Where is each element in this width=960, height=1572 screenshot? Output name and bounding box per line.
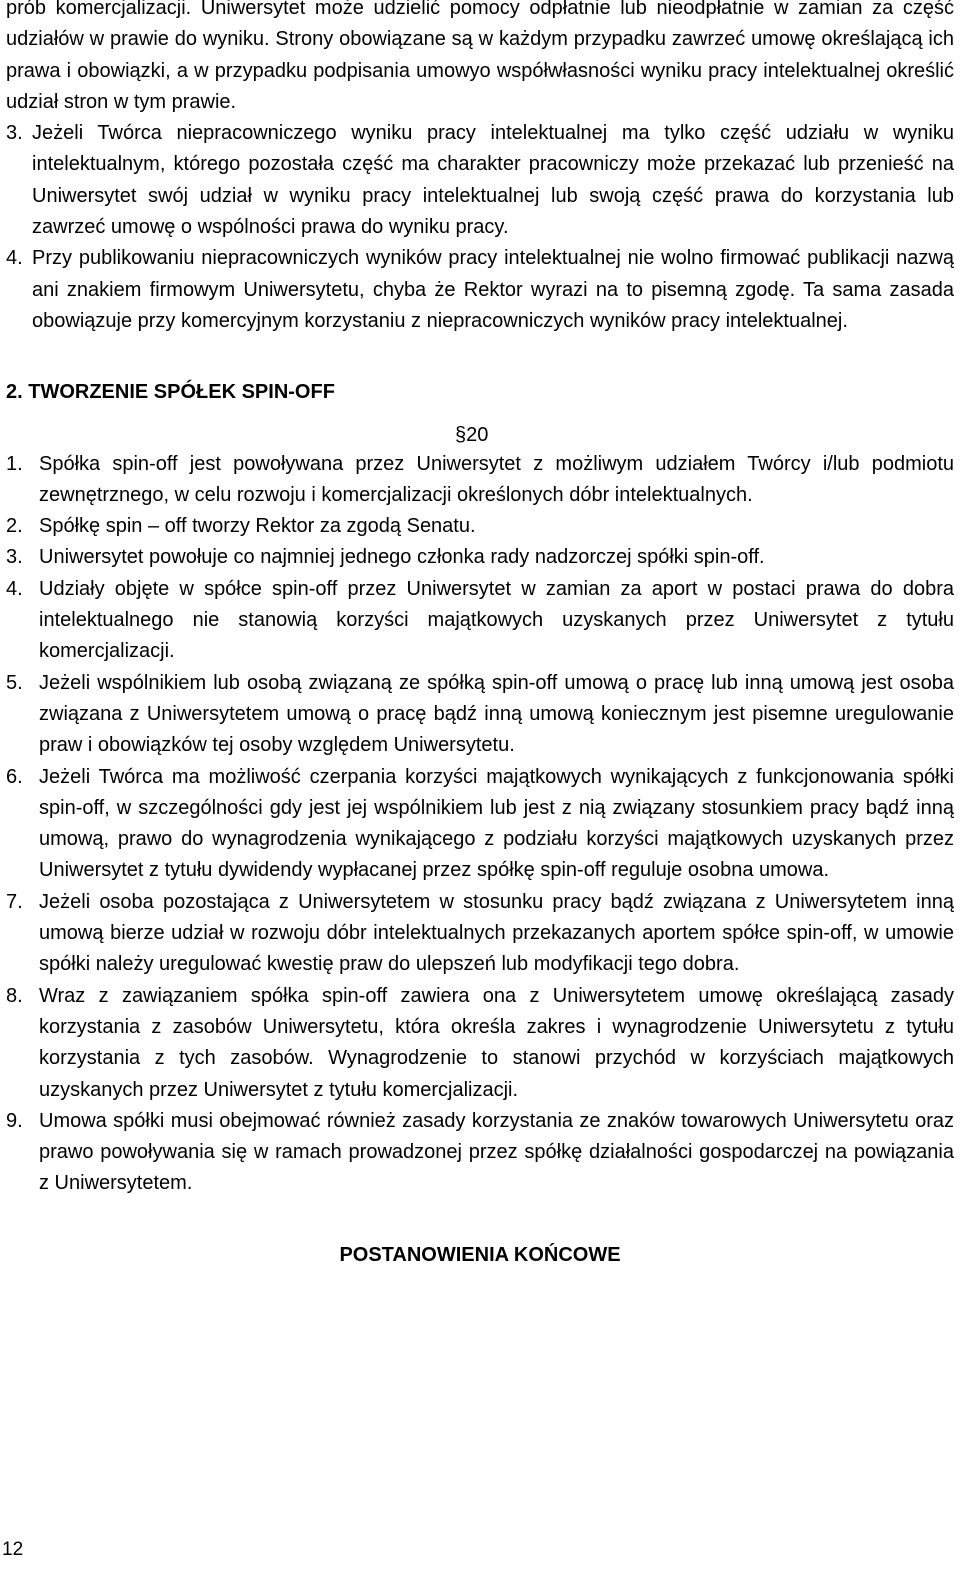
list-item <box>6 243 954 337</box>
section-heading: 2. TWORZENIE SPÓŁEK SPIN-OFF <box>6 381 335 404</box>
list-item-text: Umowa spółki musi obejmować również zasady korzystania ze znaków towarowych Uniwersytetu oraz prawo powoływania się w ramach prowadzonej przez spółkę działalności gospodarczej na powiązania z Uniwersytetem. <box>39 1109 954 1195</box>
list-item-text: Jeżeli Twórca niepracowniczego wyniku pracy intelektualnej ma tylko część udziału w wyniku intelektualnym, którego pozostała część ma charakter pracowniczy może przekazać lub przenieść na Uniwersytet swój udział w wyniku pracy intelektualnej lub swoją część prawa do korzystania lub zawrzeć umowę o wspólności prawa do wyniku pracy. <box>32 122 954 239</box>
list-item-number: 7. <box>6 890 23 913</box>
list-item-text: Jeżeli osoba pozostająca z Uniwersytetem w stosunku pracy bądź związana z Uniwersytetem inną umową bierze udział w rozwoju dóbr intelektualnych przekazanych aportem spółce spin-off, w umowie spółki należy uregulować kwestię praw do ulepszeń lub modyfikacji tego dobra. <box>39 890 954 976</box>
list-item <box>6 542 954 573</box>
list-item-number: 8. <box>6 984 23 1007</box>
list-item-text: Przy publikowaniu niepracowniczych wyników pracy intelektualnej nie wolno firmować publikacji nazwą ani znakiem firmowym Uniwersytetu, chyba że Rektor wyrazi na to pisemną zgodę. Ta sama zasada obowiązuje przy komercyjnym korzystaniu z niepracowniczych wyników pracy intelektualnej. <box>32 247 954 332</box>
list-item <box>6 574 954 668</box>
list-item-number: 4. <box>6 577 23 600</box>
list-item-text: Jeżeli wspólnikiem lub osobą związaną ze spółką spin-off umową o pracę lub inną umową jest osoba związana z Uniwersytetem umową o pracę bądź inną umową koniecznym jest pisemne uregulowanie praw i obowiązków tej osoby względem Uniwersytetu. <box>39 671 954 757</box>
list-item-number: 6. <box>6 765 23 788</box>
list-item <box>6 762 954 887</box>
list-item <box>6 1106 954 1200</box>
list-item-number: 9. <box>6 1109 23 1132</box>
list-item <box>6 449 954 512</box>
list-item <box>6 981 954 1106</box>
list-item-number: 2. <box>6 515 23 538</box>
list-item-text: Jeżeli Twórca ma możliwość czerpania korzyści majątkowych wynikających z funkcjonowania spółki spin-off, w szczególności gdy jest jej wspólnikiem lub jest z nią związany stosunkiem pracy bądź inną umową, prawo do wynagrodzenia wynikającego z podziału korzyści majątkowych uzyskanych przez Uniwersytet z tytułu dywidendy wypłacanej przez spółkę spin-off reguluje osobna umowa. <box>39 765 954 882</box>
continuation-paragraph: prób komercjalizacji. Uniwersytet może udzielić pomocy odpłatnie lub nieodpłatnie w zamian za część udziałów w prawie do wyniku. Strony obowiązane są w każdym przypadku zawrzeć umowę określającą ich prawa i obowiązki, a w przypadku podpisania umowyo współwłasności wyniku pracy intelektualnej określić udział stron w tym prawie. <box>6 0 954 113</box>
document-page <box>6 0 954 1271</box>
list-item-text: Udziały objęte w spółce spin-off przez Uniwersytet w zamian za aport w postaci prawa do dobra intelektualnego nie stanowią korzyści majątkowych uzyskanych przez Uniwersytet z tytułu komercjalizacji. <box>39 577 954 663</box>
list-item-text: Wraz z zawiązaniem spółka spin-off zawiera ona z Uniwersytetem umowę określającą zasady korzystania z zasobów Uniwersytetu, która określa zakres i wynagrodzenie Uniwersytetu z tytułu korzystania z tych zasobów. Wynagrodzenie to stanowi przychód w korzyściach majątkowych uzyskanych przez Uniwersytet z tytułu komercjalizacji. <box>39 984 954 1101</box>
section-sign: § <box>455 423 467 446</box>
list-item-number: 1. <box>6 452 23 475</box>
list-item-number: 3. <box>6 122 23 145</box>
list-item <box>6 511 954 542</box>
list-item-text: Uniwersytet powołuje co najmniej jednego członka rady nadzorczej spółki spin-off. <box>39 546 765 569</box>
final-heading: POSTANOWIENIA KOŃCOWE <box>339 1243 621 1266</box>
list-item-number: 4. <box>6 247 23 270</box>
paragraph-number <box>6 421 954 449</box>
list-item-text: Spółkę spin – off tworzy Rektor za zgodą Senatu. <box>39 515 476 538</box>
list-item-number: 5. <box>6 671 23 694</box>
list-item-number: 3. <box>6 546 23 569</box>
list-item <box>6 118 954 243</box>
page-number: 12 <box>2 1539 24 1560</box>
list-item <box>6 887 954 981</box>
paragraph-number-value: 20 <box>466 423 489 446</box>
list-item-text: Spółka spin-off jest powoływana przez Uniwersytet z możliwym udziałem Twórcy i/lub podmiotu zewnętrznego, w celu rozwoju i komercjalizacji określonych dóbr intelektualnych. <box>39 452 954 506</box>
list-item <box>6 668 954 762</box>
